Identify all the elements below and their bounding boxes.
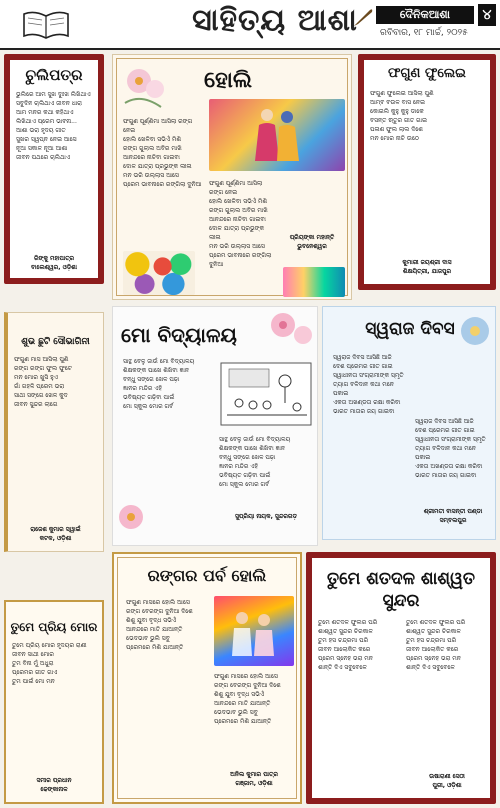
poem-panel-shatadala	[306, 552, 496, 804]
poem-author: ଉଷାରାଣୀ ସେଠୀ ପୁରୀ, ଓଡ଼ିଶା	[429, 773, 465, 789]
poem-author: ପ୍ରିୟଙ୍କା ମହାନ୍ତି ଭୁବନେଶ୍ୱର	[289, 234, 335, 250]
poem-author: ସୁପ୍ରିୟା ନାୟକ, ସୁନ୍ଦରଗଡ଼	[235, 513, 297, 520]
poem-panel-swaraj	[322, 306, 496, 540]
poem-panel-sankalpa	[4, 312, 104, 552]
poem-panel-vidyalaya	[112, 306, 318, 546]
poem-panel-rangapurva	[112, 552, 302, 804]
celebrating-people-icon	[228, 606, 280, 658]
poem-body: ଫଗୁଣ ଫୁଲେଇ ଆସିଲା ପୁଣି ଆମ୍ବ ବଉଳ ବାସ ନେଇ କୋଇଲି କୁହୁ କୁହୁ ଡାକେ ବସନ୍ତ ଋତୁର ଗୀତ ଗାଇ ପଳାଶ ଫୁଲ ଲାଲ ଦିଶେ ମନ ମୋର ନାଚି ଉଠେ	[370, 90, 434, 142]
poem-title: ତୁମେ ପ୍ରିୟ ମୋର	[10, 620, 98, 634]
masthead-title: ସାହିତ୍ୟ ଆଶା	[192, 3, 358, 38]
pink-flower-corner-icon	[113, 493, 153, 546]
poem-body: ଫଗୁଣ ମାସରେ ହୋଲି ଆସେ ରଙ୍ଗ ବେରଙ୍ଗ ଦୁନିଆ ଦିଶେ ଶିଶୁ ଯୁବା ବୃଦ୍ଧ ସଭିଏଁ ଆନନ୍ଦରେ ମାତି ଯାଆନ୍ତି ଭେଦଭାବ ଭୁଲି ସବୁ ପ୍ରେମରେ ମିଶି ଯାଆନ୍ତି	[126, 599, 193, 651]
newspaper-brand: ଦୈନିକଆଶା	[376, 6, 474, 24]
poem-title: ତୁମେ ଶତଦଳ ଶାଶ୍ୱତ ସୁନ୍ଦର	[326, 569, 476, 611]
poem-body: ଫଗୁଣ ପୂର୍ଣ୍ଣିମା ଆସିଲା ରଙ୍ଗ ନେଇ ହୋଲି ଖେଳିବା ସଭିଏଁ ମିଶି ରଙ୍ଗ ଗୁଲାଲ ଅବିର ମାଖି ଆନନ୍ଦରେ ନାଚିବା ଗାଇବା ଦୋଳ ଯାତ୍ରା ପ୍ରଭୁଙ୍କ ଲୀଳା ମନ ଭରି ଉଲ୍ଲାସ ଆସେ ପ୍ରେମ ଭାବନାରେ ରଙ୍ଗିଲା ଦୁନିଆ	[123, 118, 202, 188]
page-number: ୪	[478, 4, 496, 26]
flower-ornament-icon	[121, 63, 177, 113]
krishna-radha-painting	[209, 99, 345, 171]
page-header	[0, 0, 500, 50]
poem-body-continued: ସ୍ୱରାଜ ଦିବସ ଆସିଛି ଆଜି ଦେଶ ପ୍ରେମର ଗୀତ ଗାଇ ସ୍ୱାଧୀନତା ସଂଗ୍ରାମୀଙ୍କ ସ୍ମୃତି ତ୍ୟାଗ ବଳିଦାନ କଥା ମନେ ପକାଇ ଏକତା ଅଖଣ୍ଡତା ରକ୍ଷା କରିବା ଭାରତ ମାତାର ଜୟ ଗାଇବା	[415, 418, 486, 479]
poem-title: ସ୍ୱରାଜ ଦିବସ	[365, 319, 455, 339]
poem-author: ଶ୍ରୀମତୀ ବାସନ୍ତୀ ପଣ୍ଡା ସମ୍ବଲପୁର	[423, 508, 483, 524]
poem-panel-priya	[4, 600, 104, 804]
poem-title: ଚୁଲିପତ୍ର	[25, 66, 83, 84]
poem-author: କୁମାରୀ ଜୟଶ୍ରୀ ଦାସ ଶିକ୍ଷୟିତ୍ରୀ, ଯାଜପୁର	[402, 259, 452, 275]
poem-body-continued: ସାନ୍ଥ ବେଳୁ ଜାଉଁ ମୋ ବିଦ୍ୟାଳୟ ଶିକ୍ଷକଙ୍କ ପାଖେ ଶିଖିବା ଜ୍ଞାନ ବନ୍ଧୁ ସଙ୍ଗେ ଖେଳ ପଢ଼ା ଜ୍ଞାନର ମନ୍ଦିର ଏହି ଭବିଷ୍ୟତ ଗଢ଼ିବା ପାଇଁ ମୋ ସ୍କୁଲ ମୋର ଗର୍ବ	[219, 436, 291, 488]
poem-author: ରାଜେଶ କୁମାର ସ୍ୱାଇଁ କଟକ, ଓଡ଼ିଶା	[30, 526, 81, 542]
poem-author: ସମୀର ପ୍ରଧାନ ଢେଙ୍କାନାଳ	[36, 777, 72, 793]
poem-body-continued: ତୁମେ ଶତଦଳ ଫୁଲର ପରି ଶାଶ୍ୱତ ସୁନ୍ଦର ଚିରକାଳ ତୁମ ହସ ଚନ୍ଦ୍ରମା ପରି ଜୀବନ ଆଲୋକିତ କରେ ପ୍ରେମ ସ୍ନେହ ଭରା ମନ ଶାନ୍ତି ଦିଏ ସବୁବେଳେ	[406, 619, 466, 671]
issue-date: ରବିବାର, ୧୮ ମାର୍ଚ୍ଚ, ୨୦୨୫	[380, 28, 468, 38]
poem-body-continued: ଫଗୁଣ ପୂର୍ଣ୍ଣିମା ଆସିଲା ରଙ୍ଗ ନେଇ ହୋଲି ଖେଳିବା ସଭିଏଁ ମିଶି ରଙ୍ଗ ଗୁଲାଲ ଅବିର ମାଖି ଆନନ୍ଦରେ ନାଚିବା ଗାଇବା ଦୋଳ ଯାତ୍ରା ପ୍ରଭୁଙ୍କ ଲୀଳା ମନ ଭରି ଉଲ୍ଲାସ ଆସେ ପ୍ରେମ ଭାବନାରେ ରଙ୍ଗିଲା ଦୁନିଆ	[209, 180, 272, 268]
poem-panel-holi	[112, 54, 352, 300]
poem-body: ଭୁଲିରେ ଆମ ସୁଖ ଦୁଃଖ ଲିଖିଥାଏ ସବୁଦିନ ଚାଲିଥାଏ ଜୀବନ ଧାରା ଆମ ମନର କଥା କହିଥାଏ ଲିଖିଥାଏ ପ୍ରେମ ଭାବନା... ଆଶା ଭରା ହୃଦୟ ଗୀତ ସୁଖର ସ୍ୱପ୍ନ ନେଇ ଆସେ ନୂଆ ସକାଳ ନୂଆ ଆଶା ଜୀବନ ପଥରେ ଚାଲିଥାଏ	[16, 91, 91, 161]
poem-body: ସ୍ୱରାଜ ଦିବସ ଆସିଛି ଆଜି ଦେଶ ପ୍ରେମର ଗୀତ ଗାଇ ସ୍ୱାଧୀନତା ସଂଗ୍ରାମୀଙ୍କ ସ୍ମୃତି ତ୍ୟାଗ ବଳିଦାନ କଥା ମନେ ପକାଇ ଏକତା ଅଖଣ୍ଡତା ରକ୍ଷା କରିବା ଭାରତ ମାତାର ଜୟ ଗାଇବା	[333, 354, 404, 415]
poem-panel-chulipatra	[4, 54, 104, 284]
open-book-icon	[22, 8, 70, 40]
poem-body: ତୁମେ ଶତଦଳ ଫୁଲର ପରି ଶାଶ୍ୱତ ସୁନ୍ଦର ଚିରକାଳ ତୁମ ହସ ଚନ୍ଦ୍ରମା ପରି ଜୀବନ ଆଲୋକିତ କରେ ପ୍ରେମ ସ୍ନେହ ଭରା ମନ ଶାନ୍ତି ଦିଏ ସବୁବେଳେ	[318, 619, 378, 671]
poem-body: ତୁମେ ପ୍ରିୟ ମୋର ହୃଦୟର ରାଣୀ ଜୀବନ ସାଥୀ ମୋର ତୁମ ବିନା ମୁଁ ଅଧୁରା ପ୍ରେମର ଗୀତ ଗାଏ ତୁମ ପାଇଁ ମୋ ମନ	[12, 642, 87, 685]
poem-panel-phagun	[358, 54, 496, 290]
poem-title: ରଙ୍ଗର ପର୍ବ ହୋଲି	[147, 566, 267, 585]
dancing-figures-icon	[251, 105, 303, 165]
poem-body: ସାନ୍ଥ ବେଳୁ ଜାଉଁ ମୋ ବିଦ୍ୟାଳୟ ଶିକ୍ଷକଙ୍କ ପାଖେ ଶିଖିବା ଜ୍ଞାନ ବନ୍ଧୁ ସଙ୍ଗେ ଖେଳ ପଢ଼ା ଜ୍ଞାନର ମନ୍ଦିର ଏହି ଭବିଷ୍ୟତ ଗଢ଼ିବା ପାଇଁ ମୋ ସ୍କୁଲ ମୋର ଗର୍ବ	[123, 358, 195, 410]
holi-colors-image	[283, 267, 345, 297]
poem-author: ଅନିଲ କୁମାର ପାତ୍ର ଗଞ୍ଜାମ, ଓଡ଼ିଶା	[230, 771, 278, 787]
poem-body: ଫଗୁଣ ମାସ ଆସିଲା ପୁଣି ରଙ୍ଗ ରଙ୍ଗ ଫୁଲ ଫୁଟେ ମନ ମୋର ଖୁସି ହୁଏ ଗାଁ ଗହଳି ପ୍ରେମ ଭରା ସାଥୀ ସଙ୍ଗେ ଖେଳ କୁଦ ଜୀବନ ସୁନ୍ଦର ଲାଗେ	[14, 356, 72, 408]
quill-icon	[352, 6, 374, 28]
poem-title: ଶୁଭ ଛୁଟି ସୌଭାଗିନୀ	[21, 337, 90, 347]
classroom-sketch-image	[219, 359, 313, 429]
blue-flower-ornament-icon	[455, 311, 495, 351]
poem-author: ରିଙ୍କୁ ମହାପାତ୍ର ବାଲେଶ୍ୱର, ଓଡ଼ିଶା	[30, 255, 77, 271]
poem-title: ମୋ ବିଦ୍ୟାଳୟ	[121, 323, 237, 347]
poem-title: ଫଗୁଣ ଫୁଲେଇ	[388, 66, 466, 81]
color-powder-bowls-image	[123, 251, 195, 295]
poem-body-continued: ଫଗୁଣ ମାସରେ ହୋଲି ଆସେ ରଙ୍ଗ ବେରଙ୍ଗ ଦୁନିଆ ଦିଶେ ଶିଶୁ ଯୁବା ବୃଦ୍ଧ ସଭିଏଁ ଆନନ୍ଦରେ ମାତି ଯାଆନ୍ତି ଭେଦଭାବ ଭୁଲି ସବୁ ପ୍ରେମରେ ମିଶି ଯାଆନ୍ତି	[214, 673, 281, 725]
poem-title: ହୋଲି	[203, 67, 252, 93]
holi-celebration-image	[214, 596, 294, 666]
